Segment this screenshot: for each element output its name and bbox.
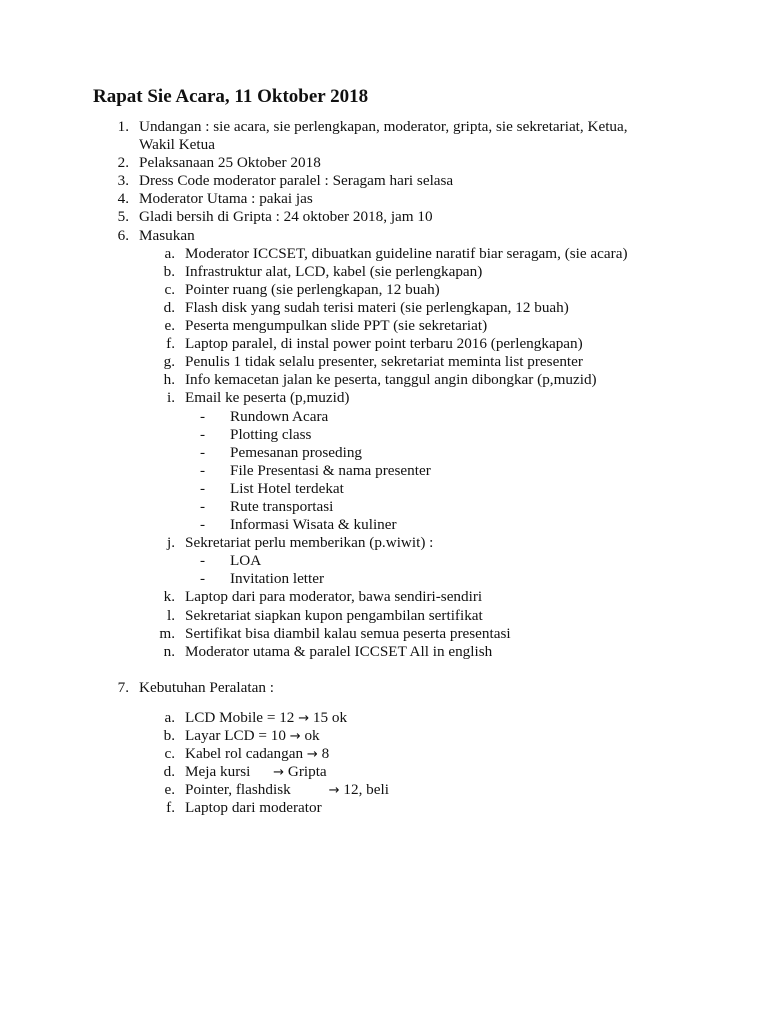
list-item-text: Pelaksanaan 25 Oktober 2018 xyxy=(139,154,321,172)
list-item-text xyxy=(185,781,389,800)
list-item-text: Moderator utama & paralel ICCSET All in english xyxy=(185,642,493,660)
list-item-text: Undangan : sie acara, sie perlengkapan, moderator, gripta, sie sekretariat, Ketua, xyxy=(139,118,628,135)
list-item xyxy=(0,227,768,245)
list-item-text: Moderator Utama : pakai jas xyxy=(139,190,313,208)
list-marker: d. xyxy=(163,298,175,316)
list-item-text xyxy=(185,709,347,728)
list-item-text: Masukan xyxy=(139,226,195,244)
list-marker: c. xyxy=(164,280,175,298)
list-item-text xyxy=(185,745,329,764)
arrow-right-icon: → xyxy=(306,747,318,763)
list-item-text: Laptop paralel, di instal power point terbaru 2016 (perlengkapan) xyxy=(185,335,583,353)
list-item-text xyxy=(185,799,322,817)
list-item-text: Rute transportasi xyxy=(230,497,334,515)
list-item-continuation xyxy=(0,136,768,154)
bullet-item xyxy=(0,516,768,534)
sub-list-item xyxy=(0,643,768,661)
list-marker: e. xyxy=(164,781,175,799)
list-marker: 3. xyxy=(117,172,129,190)
sub-list-item xyxy=(0,727,768,745)
list-item-text: Informasi Wisata & kuliner xyxy=(230,516,397,534)
bullet-item xyxy=(0,480,768,498)
list-marker: a. xyxy=(164,708,175,726)
list-item xyxy=(0,118,768,136)
sub-list-item xyxy=(0,763,768,781)
sub-list-item xyxy=(0,245,768,263)
list-marker: - xyxy=(200,479,206,497)
sub-list-item xyxy=(0,781,768,799)
item-text-after: 15 ok xyxy=(309,708,348,726)
list-marker: - xyxy=(200,570,206,588)
list-marker: - xyxy=(200,552,206,570)
list-marker: h. xyxy=(163,371,175,389)
list-marker: - xyxy=(200,407,206,425)
sub-list-item xyxy=(0,353,768,371)
sub-list-item xyxy=(0,263,768,281)
list-marker: - xyxy=(200,425,206,443)
list-item-text: Plotting class xyxy=(230,425,312,443)
list-marker: e. xyxy=(164,317,175,335)
item-text-before: LCD Mobile = 12 xyxy=(185,708,299,726)
list-item-text: Flash disk yang sudah terisi materi (sie perlengkapan, 12 buah) xyxy=(185,298,569,316)
list-marker: b. xyxy=(163,262,175,280)
bullet-item xyxy=(0,552,768,570)
bullet-item xyxy=(0,462,768,480)
sub-list-item xyxy=(0,299,768,317)
sub-list-item xyxy=(0,534,768,552)
item-text-before: Meja kursi xyxy=(185,763,274,781)
sub-list-item xyxy=(0,625,768,643)
bullet-item xyxy=(0,570,768,588)
item-text-after: 12, beli xyxy=(339,781,389,799)
list-marker: g. xyxy=(163,353,175,371)
sub-list-item xyxy=(0,317,768,335)
list-marker: 5. xyxy=(117,208,129,226)
list-marker: - xyxy=(200,461,206,479)
list-item-text: Email ke peserta (p,muzid) xyxy=(185,389,350,407)
list-marker: b. xyxy=(163,727,175,744)
sub-list-item xyxy=(0,607,768,625)
list-item xyxy=(0,190,768,208)
item-text-before: Laptop dari moderator xyxy=(185,799,322,817)
list-marker: 7. xyxy=(117,678,129,696)
list-marker: k. xyxy=(163,588,175,606)
bullet-item xyxy=(0,408,768,426)
list-item-text: Invitation letter xyxy=(230,570,325,588)
item-text-before: Layar LCD = 10 xyxy=(185,727,290,744)
list-item-text: Info kemacetan jalan ke peserta, tanggul angin dibongkar (p,muzid) xyxy=(185,371,597,389)
arrow-right-icon: → xyxy=(298,710,310,726)
list-item-text: List Hotel terdekat xyxy=(230,479,344,497)
sub-list-item xyxy=(0,799,768,817)
list-marker: f. xyxy=(166,335,175,353)
list-item-text: Wakil Ketua xyxy=(139,136,215,154)
bullet-item xyxy=(0,426,768,444)
list-item-text: Sekretariat perlu memberikan (p.wiwit) : xyxy=(185,534,434,552)
sub-list-item xyxy=(0,335,768,353)
arrow-right-icon: → xyxy=(328,783,340,799)
list-marker: - xyxy=(200,516,206,534)
list-item-text: Kebutuhan Peralatan : xyxy=(139,678,274,696)
sub-list-item xyxy=(0,389,768,407)
sub-list-item xyxy=(0,709,768,727)
document-title: Rapat Sie Acara, 11 Oktober 2018 xyxy=(93,86,369,107)
list-item xyxy=(0,172,768,190)
arrow-right-icon: → xyxy=(289,729,301,744)
list-item-text: Sertifikat bisa diambil kalau semua peserta presentasi xyxy=(185,624,511,642)
list-marker: l. xyxy=(166,606,175,624)
list-item-text: Penulis 1 tidak selalu presenter, sekretariat meminta list presenter xyxy=(185,353,583,371)
list-marker: i. xyxy=(166,389,175,407)
list-item xyxy=(0,679,768,697)
sub-list-item xyxy=(0,281,768,299)
list-marker: 4. xyxy=(117,190,129,208)
list-item-text: LOA xyxy=(230,552,262,570)
list-item-text xyxy=(185,727,320,746)
arrow-right-icon: → xyxy=(273,765,285,781)
list-marker: n. xyxy=(163,642,175,660)
item-text-after: ok xyxy=(300,727,320,744)
list-marker: a. xyxy=(164,244,175,262)
bullet-item xyxy=(0,498,768,516)
list-item-text: Rundown Acara xyxy=(230,407,329,425)
list-item-text xyxy=(185,763,327,782)
list-item-text: Moderator ICCSET, dibuatkan guideline naratif biar seragam, (sie acara) xyxy=(185,244,628,262)
list-item-text: Dress Code moderator paralel : Seragam hari selasa xyxy=(139,172,454,190)
list-item-text: Peserta mengumpulkan slide PPT (sie sekretariat) xyxy=(185,317,488,335)
item-text-after: 8 xyxy=(317,745,330,763)
list-item-text: Infrastruktur alat, LCD, kabel (sie perlengkapan) xyxy=(185,262,483,280)
list-marker: 2. xyxy=(117,154,129,172)
list-marker: 6. xyxy=(117,226,129,244)
list-item-text: Pemesanan proseding xyxy=(230,443,363,461)
list-item-text: Sekretariat siapkan kupon pengambilan sertifikat xyxy=(185,606,483,624)
list-item-text: File Presentasi & nama presenter xyxy=(230,461,431,479)
list-item-text: Pointer ruang (sie perlengkapan, 12 buah) xyxy=(185,280,440,298)
list-marker: f. xyxy=(166,799,175,817)
list-item xyxy=(0,208,768,226)
sub-list-item xyxy=(0,745,768,763)
list-marker: - xyxy=(200,497,206,515)
list-marker: m. xyxy=(159,624,175,642)
list-marker: - xyxy=(200,443,206,461)
item-text-before: Pointer, flashdisk xyxy=(185,781,329,799)
sub-list-item xyxy=(0,588,768,606)
list-item-text: Gladi bersih di Gripta : 24 oktober 2018, jam 10 xyxy=(139,208,433,226)
list-item-text: Laptop dari para moderator, bawa sendiri-sendiri xyxy=(185,588,483,606)
meeting-notes-list xyxy=(0,118,768,817)
item-text-after: Gripta xyxy=(284,763,327,781)
item-text-before: Kabel rol cadangan xyxy=(185,745,307,763)
bullet-item xyxy=(0,444,768,462)
sub-list-item xyxy=(0,371,768,389)
list-item xyxy=(0,154,768,172)
list-marker: j. xyxy=(166,534,175,552)
list-marker: 1. xyxy=(117,118,129,135)
list-marker: c. xyxy=(164,745,175,763)
list-marker: d. xyxy=(163,763,175,781)
